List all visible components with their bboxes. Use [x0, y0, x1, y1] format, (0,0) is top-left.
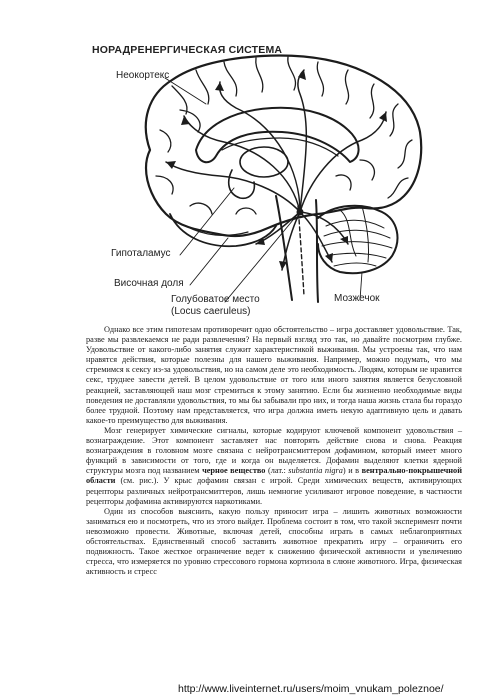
- cortex-gyri: [156, 57, 412, 214]
- term-ventral-tegmental-area: вентрально-покрышечной области: [86, 466, 462, 486]
- paragraph-3: Один из способов выяснить, какую пользу приносит игра – лишить животных возможности заниматься ею и посмотреть, что из этого выйдет. Проблема состоит в том, что такой эксперимент почти невозможно провести. Животные, включая детей, способны играть в самых неблагоприятных обстоятельствах. Единственный способ заставить животное прекратить игру – ограничить его подвижность. Такое жесткое ограничение ведет к снижению физической активности и увеличению стресса, что измеряется по уровню стрессового гормона кортизола в слюне животного. Игра, физическая активность и стресс: [86, 506, 462, 577]
- article-body: [86, 325, 462, 577]
- figure-title: НОРАДРЕНЕРГИЧЕСКАЯ СИСТЕМА: [92, 44, 283, 56]
- brain-diagram: [0, 0, 494, 320]
- label-cerebellum: Мозжечок: [334, 293, 380, 304]
- label-neocortex: Неокортекс: [116, 70, 170, 81]
- term-substantia-nigra: черное вещество: [202, 466, 266, 476]
- label-locus-caeruleus: Голубоватое место: [171, 294, 260, 305]
- footer-url[interactable]: http://www.liveinternet.ru/users/moim_vnukam_poleznoe/: [178, 683, 444, 695]
- thalamus: [240, 147, 288, 177]
- label-locus-caeruleus-latin: (Locus caeruleus): [171, 306, 251, 317]
- label-temporal-lobe: Височная доля: [114, 278, 184, 289]
- label-hypothalamus: Гипоталамус: [111, 248, 171, 259]
- paragraph-1: Однако все этим гипотезам противоречит одно обстоятельство – игра доставляет удовольствие. Так, разве мы развлекаемся не ради развлечения? На первый взгляд это так, но давайте посмотрим глубже. Удовольствие от какого-либо занятия служит характеристикой выживания. Мы устроены так, что нам нравятся действия, которые полезны для нашего выживания. Например, можно подумать, что мы стремимся к сексу из-за удовольствия, но на самом деле это необходимость. Людям, которым не нравится секс, труднее завести детей. В целом удовольствие от того или иного занятия является безусловной реакцией, заставляющей наш мозг стремиться к этому занятию. Если бы жизненно необходимые виды поведения не доставляли удовольствия, то мы бы забывали про них, и тогда наша жизнь стала бы гораздо более трудной. Поэтому нам представляется, что игра должна иметь некую адаптивную цель и давать какое-то преимущество для выживания.: [86, 325, 462, 425]
- cortex-outline: [146, 56, 421, 236]
- latin-term: substantia nigra: [288, 466, 343, 476]
- paragraph-2: Мозг генерирует химические сигналы, которые кодируют ключевой компонент удовольствия – вознаграждение. Этот компонент заставляет нас повторять действие снова и снова. Реакция вознаграждения в головном мозге связана с нейротрансмиттером дофамином, который имеет много функций в зависимости от того, где и когда он выделяется. Дофамин выделяют клетки ядерной структуры мозга под названием черное вещество (лат.: substantia nigra) и в вентрально-покрышечной области (см. рис.). У крыс дофамин связан с игрой. Среди химических веществ, активирующих рецепторы различных нейротрансмиттеров, лишь немногие усиливают игровое поведение, в частности рецепторы дофамина активируются наркотиками.: [86, 425, 462, 506]
